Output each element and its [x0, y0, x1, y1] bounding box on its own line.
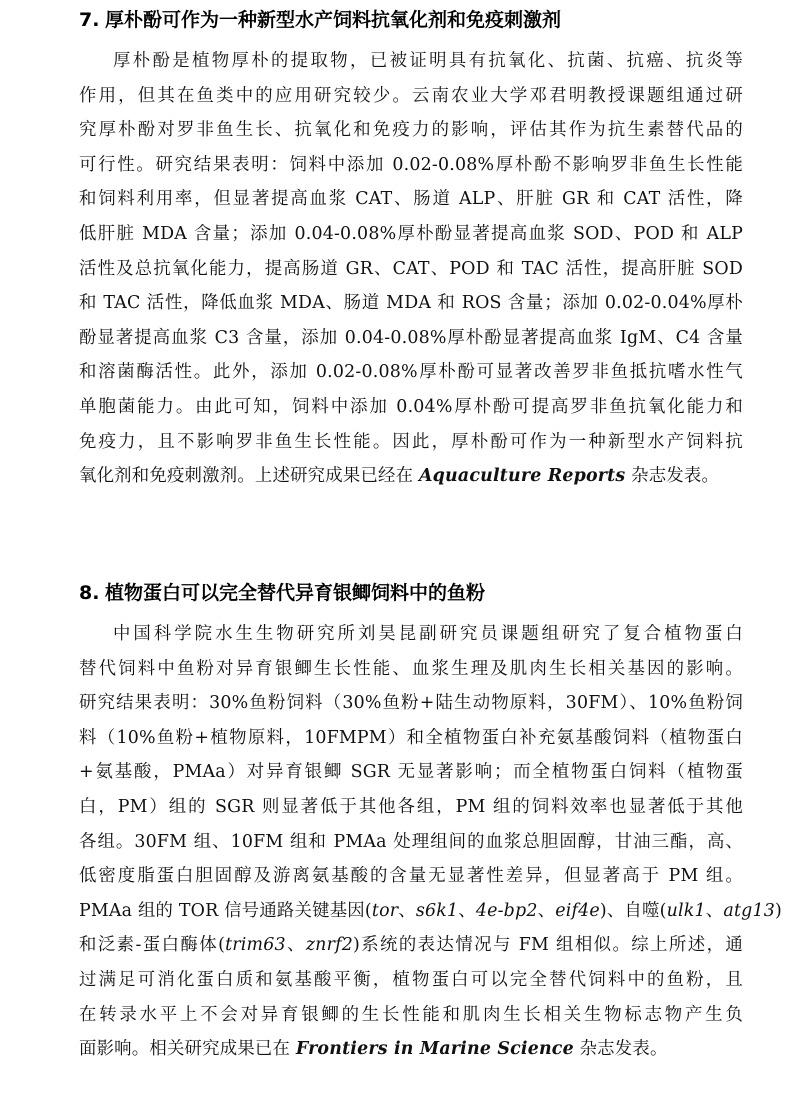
section-8-title: 植物蛋白可以完全替代异育银鲫饲料中的鱼粉: [105, 582, 486, 604]
paragraph-line: 活性及总抗氧化能力，提高肠道 GR、CAT、POD 和 TAC 活性，提高肝脏 SOD: [79, 258, 743, 279]
text-segment: 杂志发表。: [625, 466, 720, 487]
gene-name: 4e-bp2: [475, 900, 538, 921]
text-segment: )、自噬(: [599, 900, 667, 921]
paragraph-line: 料（10%鱼粉+植物原料，10FMPM）和全植物蛋白补充氨基酸饲料（植物蛋白: [79, 727, 743, 748]
paragraph-line: 厚朴酚是植物厚朴的提取物，已被证明具有抗氧化、抗菌、抗癌、抗炎等: [113, 51, 743, 71]
journal-name: Frontiers in Marine Science: [295, 1039, 574, 1060]
text-segment: 氧化剂和免疫刺激剂。上述研究成果已经在: [79, 466, 419, 487]
text-segment: PMAa 组的 TOR 信号通路关键基因(: [79, 900, 372, 921]
paragraph-line: +氨基酸，PMAa）对异育银鲫 SGR 无显著影响；而全植物蛋白饲料（植物蛋: [79, 762, 743, 783]
gene-name: znrf2: [305, 935, 353, 956]
section-8-paragraph: [79, 617, 782, 1067]
section-8-heading: [79, 581, 743, 605]
gene-name: trim63: [225, 935, 286, 956]
paragraph-line: 替代饲料中鱼粉对异育银鲫生长性能、血浆生理及肌肉生长相关基因的影响。: [79, 658, 743, 679]
paragraph-line: 低肝脏 MDA 含量；添加 0.04-0.08%厚朴酚显著提高血浆 SOD、POD 和 ALP: [79, 223, 743, 244]
gene-line: [79, 928, 743, 963]
paragraph-line: 低密度脂蛋白胆固醇及游离氨基酸的含量无显著性差异，但显著高于 PM 组。: [79, 866, 743, 887]
gene-name: atg13: [723, 900, 775, 921]
paragraph-line: 在转录水平上不会对异育银鲫的生长性能和肌肉生长相关生物标志物产生负: [79, 1004, 743, 1025]
section-7-number: 7.: [79, 9, 100, 31]
text-segment: 杂志发表。: [573, 1039, 668, 1060]
text-segment: ): [775, 900, 782, 921]
paragraph-line: 各组。30FM 组、10FM 组和 PMAa 处理组间的血浆总胆固醇，甘油三酯，高、: [79, 831, 743, 852]
text-segment: 、: [285, 935, 306, 956]
paragraph-line: 和 TAC 活性，降低血浆 MDA、肠道 MDA 和 ROS 含量；添加 0.02-0.04%厚朴: [79, 293, 743, 314]
section-8-number: 8.: [79, 582, 100, 604]
gene-name: eif4e: [555, 900, 600, 921]
section-8: [79, 581, 782, 1067]
paragraph-line: 研究结果表明：30%鱼粉饲料（30%鱼粉+陆生动物原料，30FM）、10%鱼粉饲: [79, 693, 743, 714]
gene-name: tor: [371, 900, 399, 921]
text-segment: 、: [398, 900, 416, 921]
text-segment: 面影响。相关研究成果已在: [79, 1039, 296, 1060]
paragraph-last-line: [79, 1032, 743, 1067]
paragraph-line: 和饲料利用率，但显著提高血浆 CAT、肠道 ALP、肝脏 GR 和 CAT 活性，降: [79, 189, 743, 210]
paragraph-line: 和溶菌酶活性。此外，添加 0.02-0.08%厚朴酚可显著改善罗非鱼抵抗嗜水性气: [79, 362, 743, 383]
section-7-title: 厚朴酚可作为一种新型水产饲料抗氧化剂和免疫刺激剂: [105, 9, 562, 31]
gene-name: ulk1: [666, 900, 706, 921]
text-segment: )系统的表达情况与 FM 组相似。综上所述，通: [353, 935, 743, 956]
text-segment: 、: [537, 900, 556, 921]
section-7-heading: [79, 8, 743, 32]
gene-name: s6k1: [415, 900, 459, 921]
text-segment: 、: [705, 900, 724, 921]
paragraph-line: 单胞菌能力。由此可知，饲料中添加 0.04%厚朴酚可提高罗非鱼抗氧化能力和: [79, 396, 743, 417]
text-segment: 和泛素-蛋白酶体(: [79, 935, 226, 956]
gene-line: [79, 894, 782, 929]
paragraph-line: 究厚朴酚对罗非鱼生长、抗氧化和免疫力的影响，评估其作为抗生素替代品的: [79, 120, 743, 141]
section-7: [79, 8, 743, 494]
paragraph-line: 中国科学院水生生物研究所刘昊昆副研究员课题组研究了复合植物蛋白: [113, 624, 743, 644]
paragraph-line: 酚显著提高血浆 C3 含量，添加 0.04-0.08%厚朴酚显著提高血浆 IgM、C4 含量: [79, 327, 743, 348]
paragraph-line: 过满足可消化蛋白质和氨基酸平衡，植物蛋白可以完全替代饲料中的鱼粉，且: [79, 969, 743, 990]
paragraph-last-line: [79, 459, 743, 494]
text-segment: 、: [458, 900, 476, 921]
paragraph-line: 免疫力，且不影响罗非鱼生长性能。因此，厚朴酚可作为一种新型水产饲料抗: [79, 431, 743, 452]
paragraph-line: 作用，但其在鱼类中的应用研究较少。云南农业大学邓君明教授课题组通过研: [79, 85, 743, 106]
paragraph-line: 白，PM）组的 SGR 则显著低于其他各组，PM 组的饲料效率也显著低于其他: [79, 796, 743, 817]
section-7-paragraph: [79, 44, 743, 494]
journal-name: Aquaculture Reports: [418, 466, 626, 487]
paragraph-line: 可行性。研究结果表明：饲料中添加 0.02-0.08%厚朴酚不影响罗非鱼生长性能: [79, 154, 743, 175]
